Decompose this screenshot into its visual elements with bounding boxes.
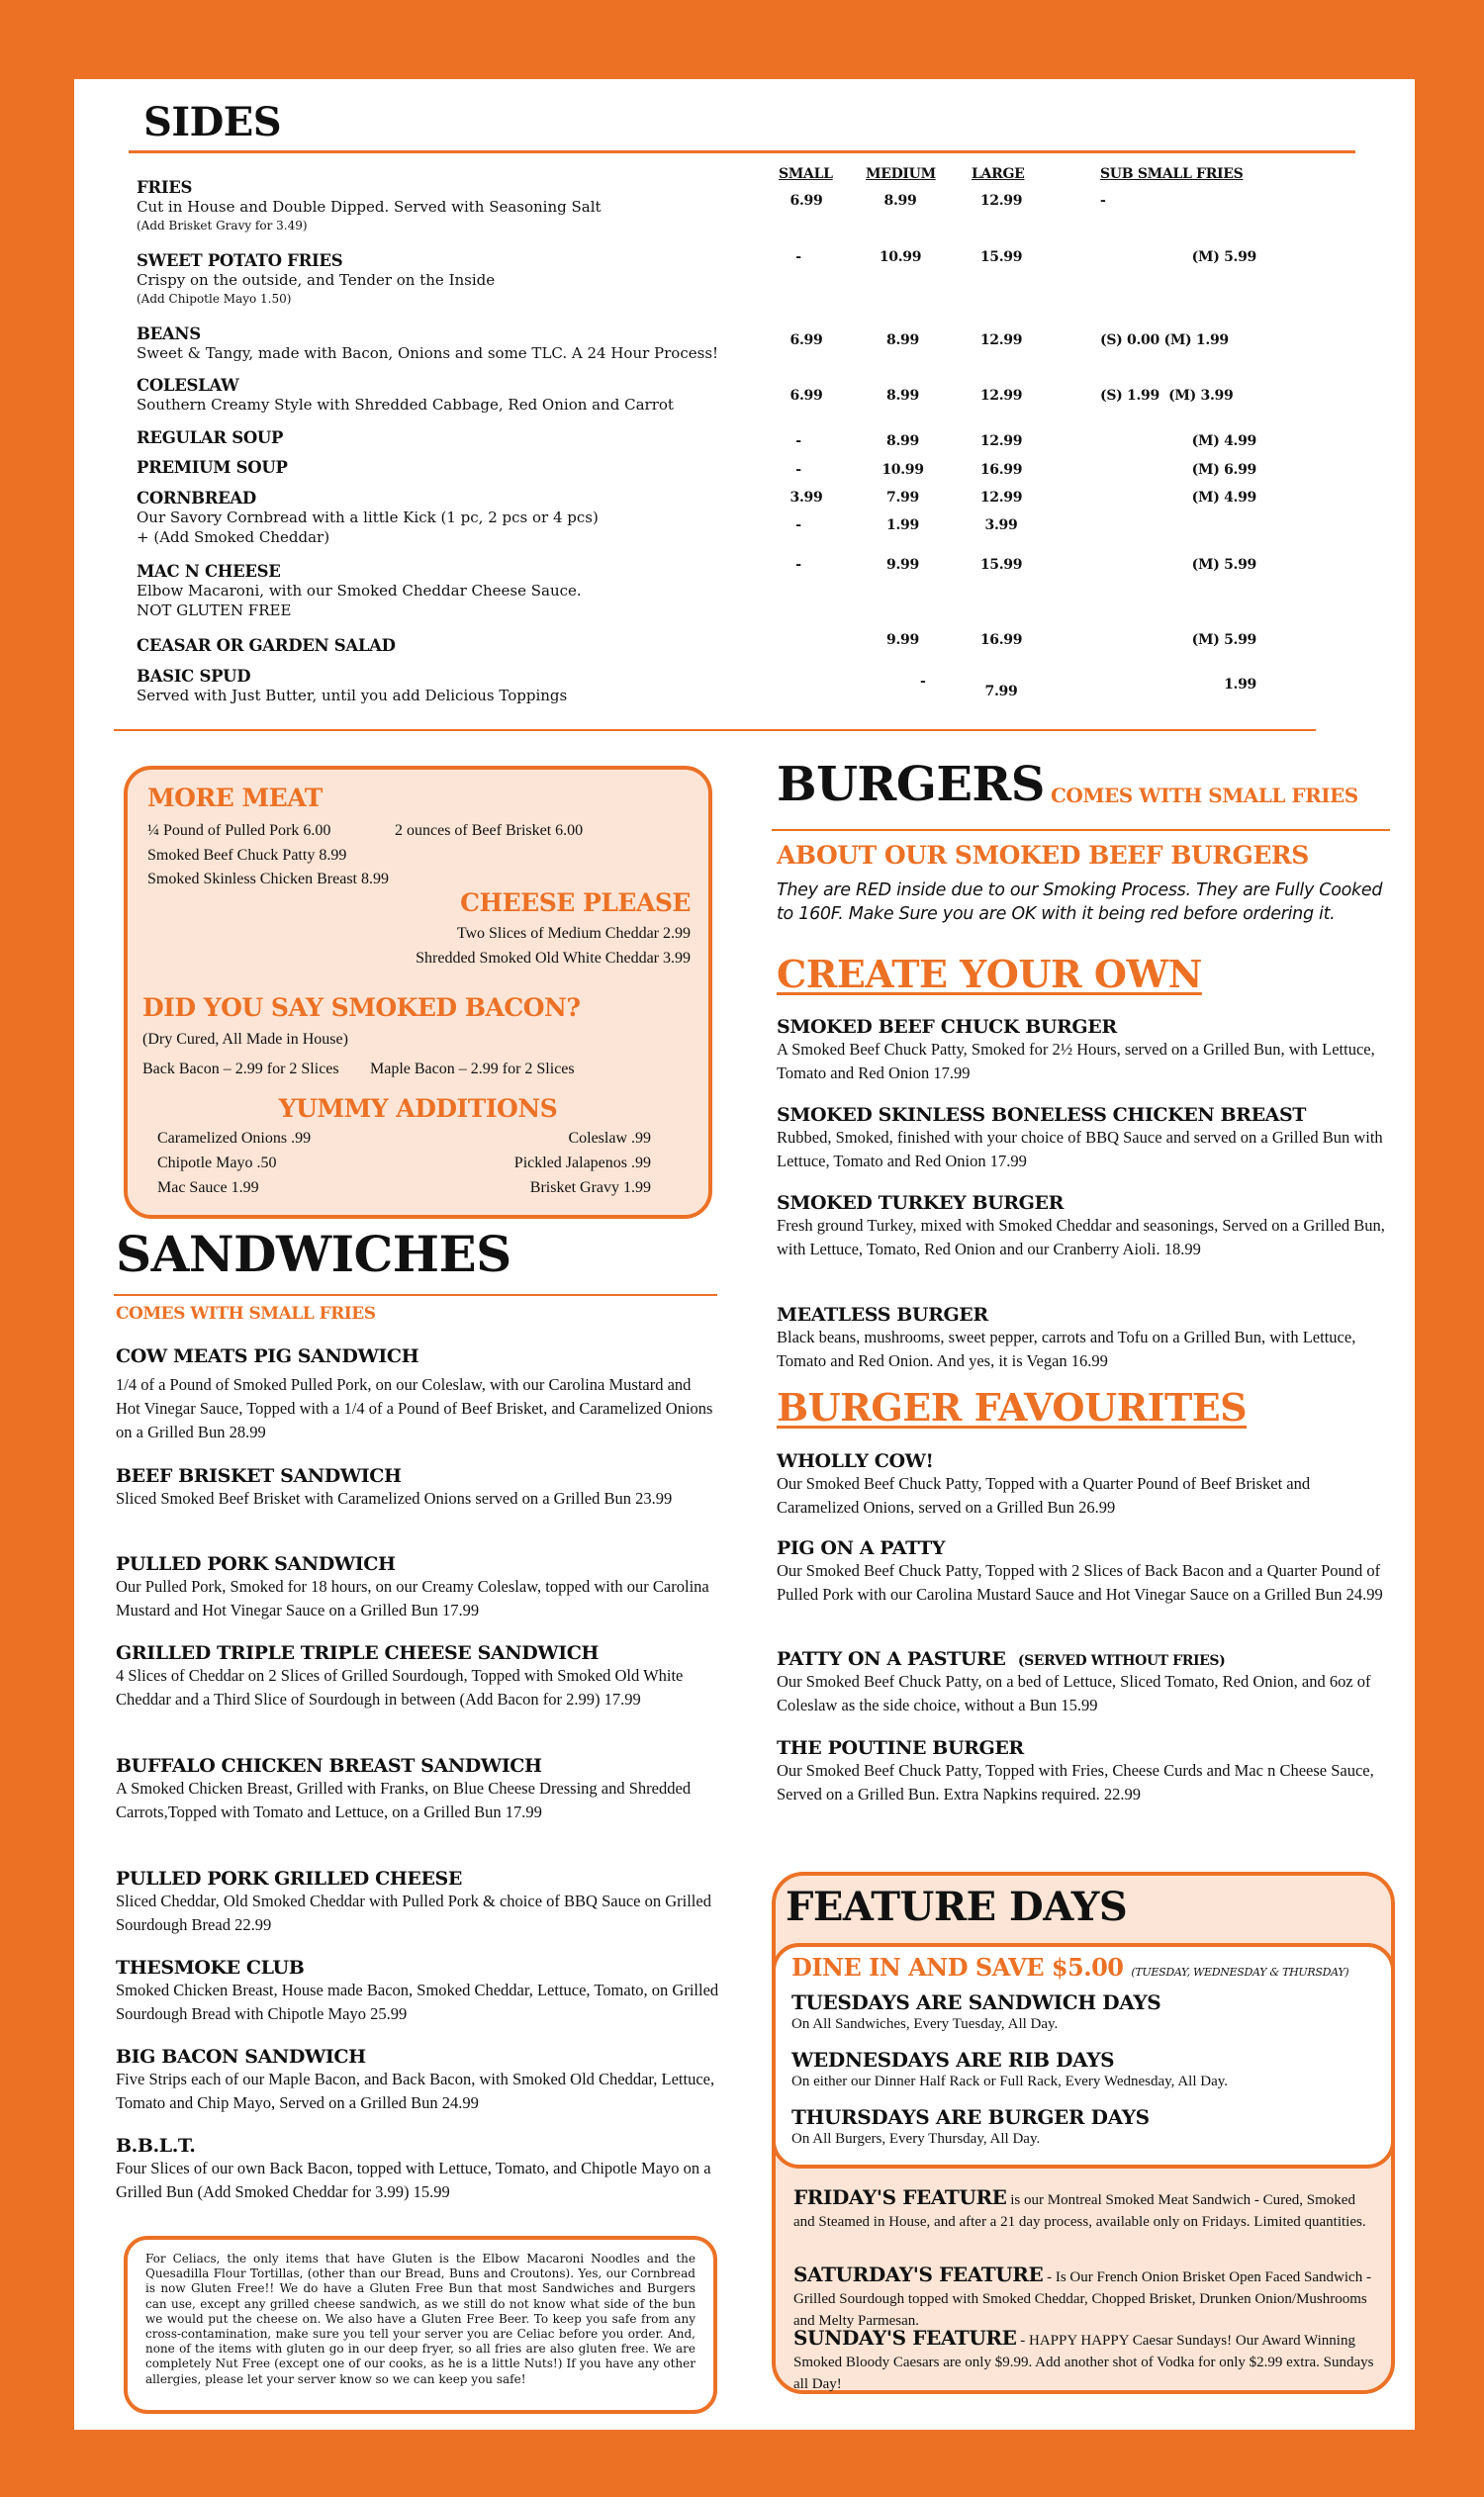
sandwich-item [116,1642,719,1711]
burger-item [777,1648,1390,1717]
price-large: 12.99 [979,433,1023,449]
side-name: PREMIUM SOUP [137,458,288,477]
item-name: PATTY ON A PASTURE [777,1648,1006,1670]
side-name: REGULAR SOUP [137,428,284,447]
side-name: FRIES [137,178,193,197]
more-meat-title: MORE MEAT [147,784,323,812]
price-large: 12.99 [979,193,1023,209]
price-medium: 8.99 [886,388,919,404]
saturday-feature [793,2264,1377,2332]
price-sub: (M) 6.99 [1191,462,1256,478]
sides-title: SIDES [143,99,282,145]
price-medium: 7.99 [886,490,919,506]
col-header-sub: SUB SMALL FRIES [1100,166,1244,182]
side-mac-n-cheese [137,562,582,620]
item-desc: Five Strips each of our Maple Bacon, and Back Bacon, with Smoked Old Cheddar, Lettuce, Tomato and Chip Mayo, Served on a Grilled Bun 24.99 [116,2070,715,2112]
price-medium: 9.99 [886,557,919,573]
item-name: BIG BACON SANDWICH [116,2046,366,2068]
price-sub: (M) 4.99 [1191,433,1256,449]
price-sub: 1.99 [1224,677,1256,693]
side-name: BASIC SPUD [137,667,251,686]
price-medium-cheddar: 1.99 [886,517,919,533]
sandwiches-title: SANDWICHES [116,1225,511,1283]
feature-desc: - Is Our French Onion Brisket Open Faced Sandwich - Grilled Sourdough topped with Smoked Cheddar, Chopped Brisket, Drunken Onion/Mushrooms and Melty Parmesan. [793,2269,1371,2329]
item-desc: 4 Slices of Cheddar on 2 Slices of Grilled Sourdough, Topped with Smoked Old White Cheddar and a Third Slice of Sourdough in between (Add Bacon for 2.99) 17.99 [116,1666,684,1709]
price-large: 12.99 [979,388,1023,404]
side-desc: Served with Just Butter, until you add Delicious Toppings [137,687,568,704]
sides-divider [129,150,1355,153]
day-name: WEDNESDAYS ARE RIB DAYS [791,2048,1115,2072]
side-salad [137,636,396,655]
dine-in-panel [772,1943,1395,2169]
side-desc-2: + (Add Smoked Cheddar) [137,528,330,546]
price-small: 6.99 [789,388,823,404]
side-desc-2: NOT GLUTEN FREE [137,601,292,619]
price-large: 16.99 [979,462,1023,478]
col-header-large: LARGE [972,166,1025,182]
dine-in-label: DINE IN AND SAVE $5.00 [791,1953,1124,1982]
item-name: B.B.L.T. [116,2135,196,2157]
side-coleslaw [137,376,674,415]
side-desc: Sweet & Tangy, made with Bacon, Onions and some TLC. A 24 Hour Process! [137,344,719,362]
side-beans [137,324,718,363]
price-large: 15.99 [979,249,1023,265]
extra-item: Two Slices of Medium Cheddar 2.99 [456,925,691,942]
extra-item: Smoked Beef Chuck Patty 8.99 [147,847,347,864]
item-name: SMOKED SKINLESS BONELESS CHICKEN BREAST [777,1104,1307,1126]
price-large: 12.99 [979,332,1023,348]
item-desc: Sliced Cheddar, Old Smoked Cheddar with Pulled Pork & choice of BBQ Sauce on Grilled Sourdough Bread 22.99 [116,1892,711,1934]
burgers-title: BURGERS [777,757,1045,812]
sides-bottom-divider [114,729,1316,731]
sandwich-item [116,1755,719,1824]
extra-item: Back Bacon – 2.99 for 2 Slices [142,1061,339,1077]
item-desc: Our Smoked Beef Chuck Patty, Topped with 2 Slices of Back Bacon and a Quarter Pound of Pulled Pork with our Carolina Mustard Sauce and Hot Vinegar Sauce on a Grilled Bun 24.99 [777,1561,1383,1604]
item-desc: Fresh ground Turkey, mixed with Smoked Cheddar and seasonings, Served on a Grilled Bun, with Lettuce, Tomato, Red Onion and our Cranberry Aioli. 18.99 [777,1216,1385,1258]
day-name: THURSDAYS ARE BURGER DAYS [791,2105,1150,2129]
extra-item: Mac Sauce 1.99 [157,1179,259,1196]
price-small: - [795,249,801,265]
price-sub: (M) 5.99 [1191,632,1256,648]
item-name: THESMOKE CLUB [116,1957,305,1979]
item-desc: Our Smoked Beef Chuck Patty, Topped with a Quarter Pound of Beef Brisket and Caramelized Onions, served on a Grilled Bun 26.99 [777,1474,1311,1517]
price-large-cheddar: 3.99 [984,517,1018,533]
sandwich-item [116,1553,719,1622]
side-note: (Add Brisket Gravy for 3.49) [137,219,308,232]
item-desc: 1/4 of a Pound of Smoked Pulled Pork, on our Coleslaw, with our Carolina Mustard and Hot Vinegar Sauce, Topped with a 1/4 of a Pound of Beef Brisket, and Caramelized Onions on a Grilled Bun 28.99 [116,1375,713,1441]
item-desc: Rubbed, Smoked, finished with your choice of BBQ Sauce and served on a Grilled Bun with Lettuce, Tomato and Red Onion 17.99 [777,1128,1383,1170]
item-note: (SERVED WITHOUT FRIES) [1017,1653,1226,1669]
price-sub: - [1100,193,1106,209]
feature-desc: - HAPPY HAPPY Caesar Sundays! Our Award Winning Smoked Bloody Caesars are only $9.99. Add another shot of Vodka for only $2.99 extra. Sundays all Day! [793,2333,1374,2392]
sandwich-item [116,1345,719,1444]
col-header-small: SMALL [779,166,833,182]
item-desc: A Smoked Beef Chuck Patty, Smoked for 2½ Hours, served on a Grilled Bun, with Lettuce, Tomato and Red Onion 17.99 [777,1040,1375,1082]
side-name: COLESLAW [137,376,239,395]
item-name: BUFFALO CHICKEN BREAST SANDWICH [116,1755,542,1777]
price-small-cheddar: - [795,517,801,533]
extra-item: ¼ Pound of Pulled Pork 6.00 [147,822,331,839]
sandwich-item [116,1868,719,1937]
sandwiches-divider [114,1294,717,1296]
sandwiches-subtitle: COMES WITH SMALL FRIES [116,1304,376,1324]
price-sub: (M) 5.99 [1191,249,1256,265]
side-desc: Southern Creamy Style with Shredded Cabbage, Red Onion and Carrot [137,396,674,414]
price-sub: (S) 1.99 (M) 3.99 [1100,388,1234,404]
extras-panel [124,766,712,1219]
extra-item: Shredded Smoked Old White Cheddar 3.99 [416,950,691,967]
side-name: BEANS [137,324,201,343]
day-desc: On All Sandwiches, Every Tuesday, All Day. [791,2016,1059,2032]
side-name: CORNBREAD [137,489,256,508]
price-medium: 10.99 [879,249,922,265]
extra-item: Smoked Skinless Chicken Breast 8.99 [147,871,389,887]
side-note: (Add Chipotle Mayo 1.50) [137,292,292,306]
bacon-note: (Dry Cured, All Made in House) [142,1031,348,1048]
price-small: - [795,433,801,449]
side-desc: Our Savory Cornbread with a little Kick (1 pc, 2 pcs or 4 pcs) [137,509,599,526]
item-name: WHOLLY COW! [777,1450,934,1472]
yummy-additions-title: YUMMY ADDITIONS [278,1094,558,1123]
extra-item: Coleslaw .99 [568,1130,651,1147]
dine-in-title [791,1953,1348,1982]
create-your-own-title: CREATE YOUR OWN [777,952,1202,996]
sandwich-item [116,2046,719,2115]
item-desc: Our Smoked Beef Chuck Patty, Topped with Fries, Cheese Curds and Mac n Cheese Sauce, Served on a Grilled Bun. Extra Napkins required. 22.99 [777,1761,1374,1803]
item-desc: Four Slices of our own Back Bacon, topped with Lettuce, Tomato, and Chipotle Mayo on a Grilled Bun (Add Smoked Cheddar for 3.99) 15.99 [116,2159,711,2201]
side-basic-spud [137,667,567,705]
side-desc: Crispy on the outside, and Tender on the Inside [137,271,496,289]
friday-feature [793,2186,1377,2233]
day-desc: On All Burgers, Every Thursday, All Day. [791,2131,1041,2147]
feature-name: FRIDAY'S FEATURE [793,2185,1007,2209]
feature-day [791,2105,1150,2148]
item-desc: Smoked Chicken Breast, House made Bacon, Smoked Cheddar, Lettuce, Tomato, on Grilled Sourdough Bread with Chipotle Mayo 25.99 [116,1981,719,2023]
burger-item [777,1737,1390,1806]
smoked-bacon-title: DID YOU SAY SMOKED BACON? [142,993,581,1022]
side-desc: Elbow Macaroni, with our Smoked Cheddar Cheese Sauce. [137,582,582,600]
extra-item: Pickled Jalapenos .99 [513,1155,651,1171]
feature-day [791,2048,1228,2090]
price-large: 7.99 [984,684,1018,699]
burger-favourites-title: BURGER FAVOURITES [777,1385,1248,1430]
price-medium: 8.99 [886,433,919,449]
burger-item [777,1304,1390,1373]
price-small: 6.99 [789,332,823,348]
sandwich-item [116,1465,719,1511]
item-name: PIG ON A PATTY [777,1537,946,1559]
item-name: PULLED PORK SANDWICH [116,1553,396,1575]
extra-item: 2 ounces of Beef Brisket 6.00 [395,822,584,839]
price-sub: (M) 5.99 [1191,557,1256,573]
item-name: PULLED PORK GRILLED CHEESE [116,1868,462,1890]
about-burgers-text: They are RED inside due to our Smoking Process. They are Fully Cooked to 160F. Make Sure you are OK with it being red before ordering it. [777,880,1383,924]
feature-days-title: FEATURE DAYS [786,1884,1128,1930]
feature-desc: is our Montreal Smoked Meat Sandwich - Cured, Smoked and Steamed in House, and after a 21 day process, available only on Fridays. Limited quantities. [793,2192,1366,2230]
about-burgers-title: ABOUT OUR SMOKED BEEF BURGERS [777,841,1309,870]
burger-item [777,1537,1390,1607]
item-desc: Our Smoked Beef Chuck Patty, on a bed of Lettuce, Sliced Tomato, Red Onion, and 6oz of Coleslaw as the side choice, without a Bun 15.99 [777,1672,1371,1714]
burger-item [777,1192,1390,1261]
feature-days-panel [772,1872,1395,2394]
dine-in-note: (TUESDAY, WEDNESDAY & THURSDAY) [1131,1966,1349,1979]
price-sub: (M) 4.99 [1191,490,1256,506]
price-large: 12.99 [979,490,1023,506]
price-small: 6.99 [789,193,823,209]
burgers-divider [772,829,1390,831]
side-sweet-potato-fries [137,251,495,308]
item-desc: Our Pulled Pork, Smoked for 18 hours, on our Creamy Coleslaw, topped with our Carolina Mustard and Hot Vinegar Sauce on a Grilled Bun 17.99 [116,1577,709,1619]
burger-item [777,1016,1390,1085]
menu-page [74,79,1415,2430]
sunday-feature [793,2327,1377,2395]
side-name: MAC N CHEESE [137,562,281,581]
price-small: - [795,557,801,573]
price-large: 15.99 [979,557,1023,573]
item-name: BEEF BRISKET SANDWICH [116,1465,402,1487]
sandwich-item [116,1957,719,2026]
cheese-please-title: CHEESE PLEASE [460,888,691,917]
extra-item: Chipotle Mayo .50 [157,1155,277,1171]
item-desc: A Smoked Chicken Breast, Grilled with Franks, on Blue Cheese Dressing and Shredded Carrots,Topped with Tomato and Lettuce, on a Grilled Bun 17.99 [116,1779,692,1821]
day-desc: On either our Dinner Half Rack or Full Rack, Every Wednesday, All Day. [791,2074,1229,2089]
item-name: THE POUTINE BURGER [777,1737,1024,1759]
extra-item: Maple Bacon – 2.99 for 2 Slices [370,1061,575,1077]
side-premium-soup [137,458,288,477]
item-desc: Black beans, mushrooms, sweet pepper, carrots and Tofu on a Grilled Bun, with Lettuce, Tomato and Red Onion. And yes, it is Vegan 16.99 [777,1328,1356,1370]
burger-item [777,1450,1390,1520]
side-cornbread [137,489,599,547]
price-medium: 8.99 [883,193,917,209]
feature-day [791,1990,1160,2033]
side-name: CEASAR OR GARDEN SALAD [137,636,396,655]
price-small: - [795,462,801,478]
side-regular-soup [137,428,283,447]
price-medium: 8.99 [886,332,919,348]
extra-item: Caramelized Onions .99 [157,1130,312,1147]
price-medium: 10.99 [881,462,924,478]
item-name: SMOKED TURKEY BURGER [777,1192,1064,1214]
feature-name: SUNDAY'S FEATURE [793,2326,1017,2350]
side-fries [137,178,602,234]
col-header-medium: MEDIUM [866,166,936,182]
price-large: 16.99 [979,632,1023,648]
item-name: COW MEATS PIG SANDWICH [116,1345,419,1367]
item-name: SMOKED BEEF CHUCK BURGER [777,1016,1117,1038]
burger-item [777,1104,1390,1173]
price-small: 3.99 [789,490,823,506]
item-desc: Sliced Smoked Beef Brisket with Caramelized Onions served on a Grilled Bun 23.99 [116,1489,673,1508]
feature-name: SATURDAY'S FEATURE [793,2263,1044,2286]
extra-item: Brisket Gravy 1.99 [529,1179,651,1196]
day-name: TUESDAYS ARE SANDWICH DAYS [791,1990,1161,2014]
price-medium: 9.99 [886,632,919,648]
side-desc: Cut in House and Double Dipped. Served with Seasoning Salt [137,198,602,216]
price-sub: (S) 0.00 (M) 1.99 [1100,332,1229,348]
sandwich-item [116,2135,719,2204]
burgers-subtitle: COMES WITH SMALL FRIES [1051,784,1358,807]
celiac-allergy-note: For Celiacs, the only items that have Gluten is the Elbow Macaroni Noodles and the Quesadilla Flour Tortillas, (other than our Bread, Buns and Croutons). Yes, our Cornbread is now Gluten Free!! We do have a Gluten Free Bun that most Sandwiches and Burgers can use, except any grilled cheese sandwich, as we still do not know what side of the bun we would put the cheese on. We also have a Gluten Free Beer. To keep you safe from any cross-contamination, make sure you tell your server you are Celiac before you order. And, none of the items with gluten go in our deep fryer, so all fries are also gluten free. We are completely Nut Free (except one of our cooks, as he is a little Nuts!) If you have any other allergies, please let your server know so we can keep you safe! [124,2236,717,2414]
item-name: MEATLESS BURGER [777,1304,988,1326]
side-name: SWEET POTATO FRIES [137,251,343,270]
item-name: GRILLED TRIPLE TRIPLE CHEESE SANDWICH [116,1642,599,1664]
price-medium: - [920,674,926,690]
